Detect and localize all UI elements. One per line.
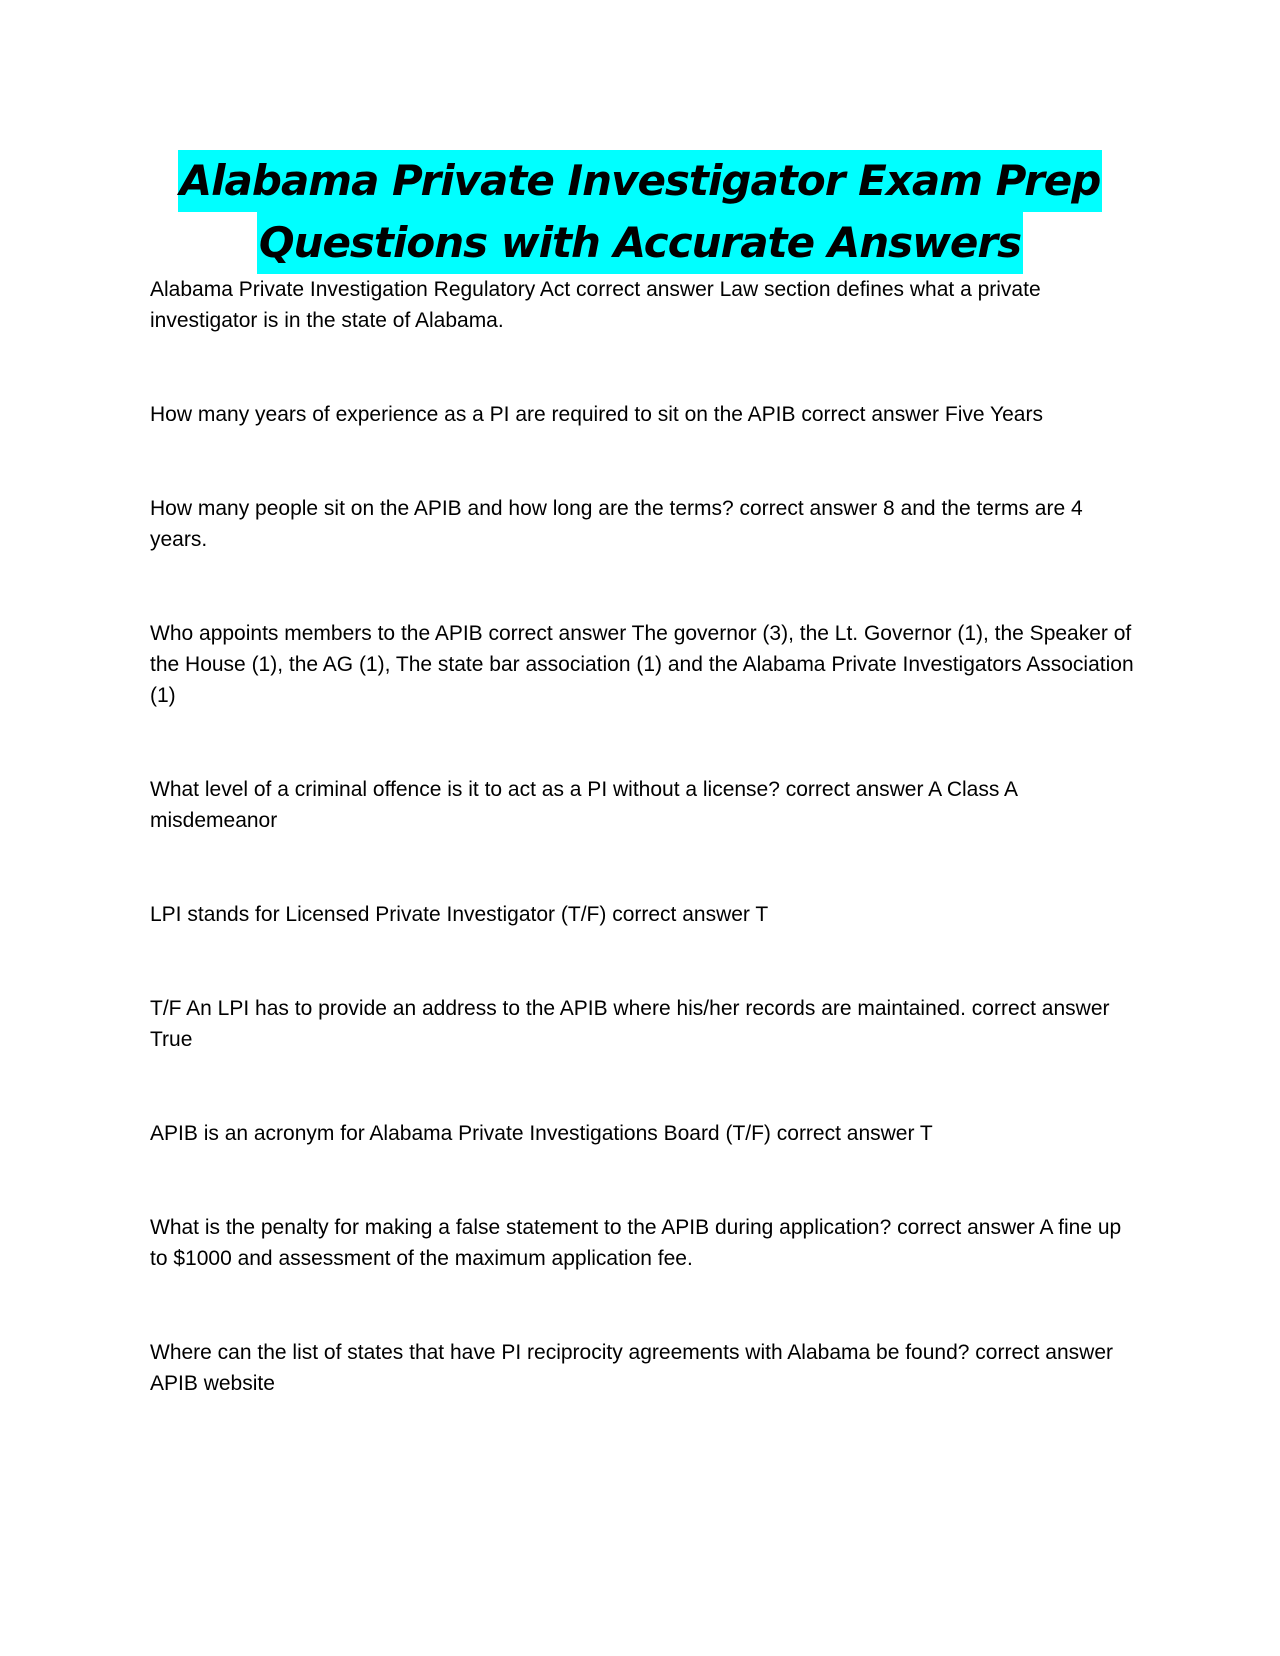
qa-item-4: Who appoints members to the APIB correct answer The governor (3), the Lt. Governor (1), the Speaker of the House (1), the AG (1), The state bar association (1) and the Alabama Private Investigators Association (1) <box>150 622 1134 707</box>
qa-item-2: How many years of experience as a PI are required to sit on the APIB correct answer Five Years <box>150 403 1043 426</box>
qa-item-6: LPI stands for Licensed Private Investigator (T/F) correct answer T <box>150 903 769 926</box>
qa-item-9: What is the penalty for making a false statement to the APIB during application? correct answer A fine up to $1000 and assessment of the maximum application fee. <box>150 1216 1122 1270</box>
qa-item-5: What level of a criminal offence is it to act as a PI without a license? correct answer A Class A misdemeanor <box>150 778 1017 832</box>
qa-item-3: How many people sit on the APIB and how long are the terms? correct answer 8 and the terms are 4 years. <box>150 497 1083 551</box>
qa-item-10: Where can the list of states that have PI reciprocity agreements with Alabama be found? correct answer APIB website <box>150 1341 1113 1395</box>
title-line-2: Questions with Accurate Answers <box>257 212 1023 274</box>
qa-item-7: T/F An LPI has to provide an address to the APIB where his/her records are maintained. correct answer True <box>150 997 1110 1051</box>
qa-item-8: APIB is an acronym for Alabama Private Investigations Board (T/F) correct answer T <box>150 1122 933 1145</box>
document-title <box>150 150 1130 274</box>
qa-item-1: Alabama Private Investigation Regulatory Act correct answer Law section defines what a private investigator is in the state of Alabama. <box>150 278 1041 332</box>
question-answer-list <box>150 274 1140 1462</box>
title-line-1: Alabama Private Investigator Exam Prep <box>178 150 1103 212</box>
